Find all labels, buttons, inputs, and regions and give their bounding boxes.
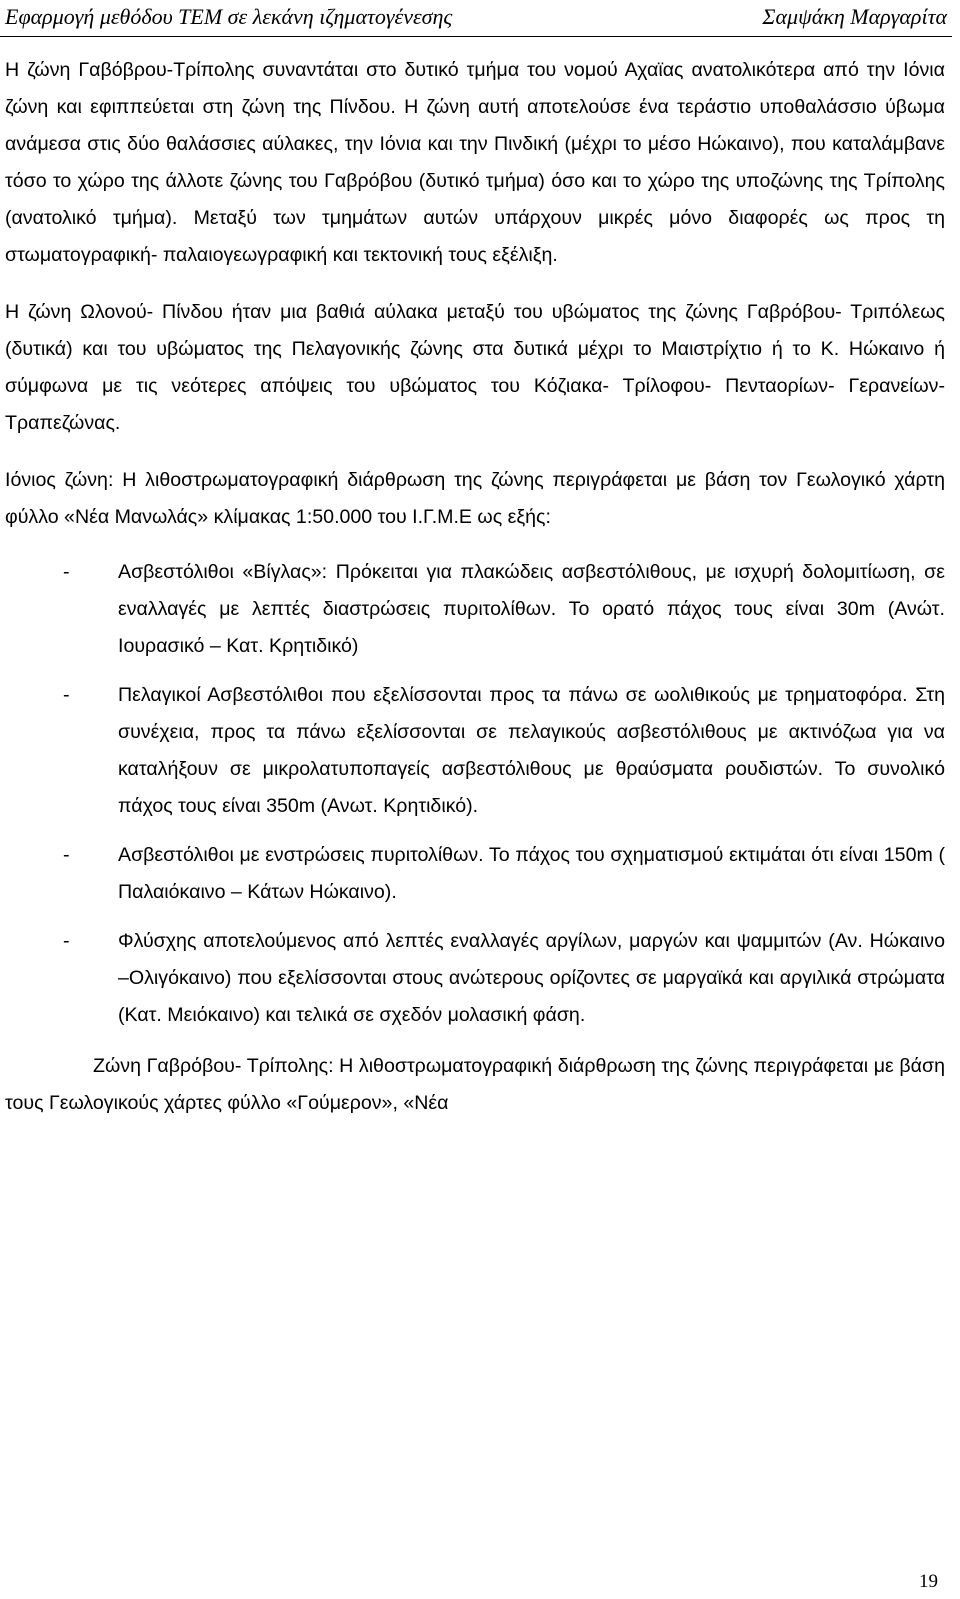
document-body (5, 52, 945, 1122)
list-item (5, 837, 945, 911)
page-number: 19 (919, 1571, 938, 1592)
header-author: Σαμψάκη Μαργαρίτα (762, 4, 947, 29)
paragraph-gavrovo-tripoli-lithostratigraphy: Ζώνη Γαβρόβου- Τρίπολης: Η λιθοστρωματογραφική διάρθρωση της ζώνης περιγράφεται με βάση τους Γεωλογικούς χάρτες φύλλο «Γούμερον», «Νέα (5, 1055, 945, 1114)
list-dash: - (63, 844, 70, 866)
list-dash: - (63, 930, 70, 952)
list-item-text: Ασβεστόλιθοι με ενστρώσεις πυριτολίθων. Το πάχος του σχηματισμού εκτιμάται ότι είναι 150m ( Παλαιόκαινο – Κάτων Ηώκαινο). (118, 844, 945, 903)
header-document-title: Εφαρμογή μεθόδου ΤΕΜ σε λεκάνη ιζηματογένεσης (5, 4, 453, 29)
paragraph-olonos-pindos-zone: Η ζώνη Ωλονού- Πίνδου ήταν μια βαθιά αύλακα μεταξύ του υβώματος της ζώνης Γαβρόβου- Τριπόλεως (δυτικά) και του υβώματος της Πελαγονικής ζώνης στα δυτικά μέχρι το Μαιστρίχτιο ή το Κ. Ηώκαινο ή σύμφωνα με τις νεότερες απόψεις του υβώματος του Κόζιακα- Τρίλοφου- Πενταορίων- Γερανείων- Τραπεζώνας. (5, 301, 945, 434)
page-header (0, 0, 952, 37)
list-item-text: Φλύσχης αποτελούμενος από λεπτές εναλλαγές αργίλων, μαργών και ψαμμιτών (Αν. Ηώκαινο –Ολιγόκαινο) που εξελίσσονται στους ανώτερους ορίζοντες σε μαργαϊκά και αργιλικά στρώματα (Κατ. Μειόκαινο) και τελικά σε σχεδόν μολασική φάση. (118, 930, 945, 1026)
list-item (5, 677, 945, 825)
list-item (5, 554, 945, 665)
list-dash: - (63, 561, 70, 583)
paragraph-ionian-zone: Ιόνιος ζώνη: Η λιθοστρωματογραφική διάρθρωση της ζώνης περιγράφεται με βάση τον Γεωλογικό χάρτη φύλλο «Νέα Μανωλάς» κλίμακας 1:50.000 του Ι.Γ.Μ.Ε ως εξής: (5, 469, 945, 528)
paragraph-gavrovo-tripoli-zone: Η ζώνη Γαβόβρου-Τρίπολης συναντάται στο δυτικό τμήμα του νομού Αχαϊας ανατολικότερα από την Ιόνια ζώνη και εφιππεύεται στη ζώνη της Πίνδου. Η ζώνη αυτή αποτελούσε ένα τεράστιο υποθαλάσσιο ύβωμα ανάμεσα στις δύο θαλάσσιες αύλακες, την Ιόνια και την Πινδική (μέχρι το μέσο Ηώκαινο), που καταλάμβανε τόσο το χώρο της άλλοτε ζώνης του Γαβρόβου (δυτικό τμήμα) όσο και το χώρο της υποζώνης της Τρίπολης (ανατολικό τμήμα). Μεταξύ των τμημάτων αυτών υπάρχουν μικρές μόνο διαφορές ως προς τη στωματογραφική- παλαιογεωγραφική και τεκτονική τους εξέλιξη. (5, 59, 945, 266)
list-item-text: Πελαγικοί Ασβεστόλιθοι που εξελίσσονται προς τα πάνω σε ωολιθικούς με τρηματοφόρα. Στη συνέχεια, προς τα πάνω εξελίσσονται σε πελαγικούς ασβεστόλιθους με ακτινόζωα για να καταλήξουν σε μικρολατυποπαγείς ασβεστόλιθους με θραύσματα ρουδιστών. Το συνολικό πάχος τους είναι 350m (Ανωτ. Κρητιδικό). (118, 684, 945, 817)
list-item-text: Ασβεστόλιθοι «Βίγλας»: Πρόκειται για πλακώδεις ασβεστόλιθους, με ισχυρή δολομιτίωση, σε εναλλαγές με λεπτές διαστρώσεις πυριτολίθων. Το ορατό πάχος τους είναι 30m (Ανώτ. Ιουρασικό – Κατ. Κρητιδικό) (118, 561, 945, 657)
list-item (5, 923, 945, 1034)
lithostratigraphy-list (5, 554, 945, 1034)
list-dash: - (63, 684, 70, 706)
